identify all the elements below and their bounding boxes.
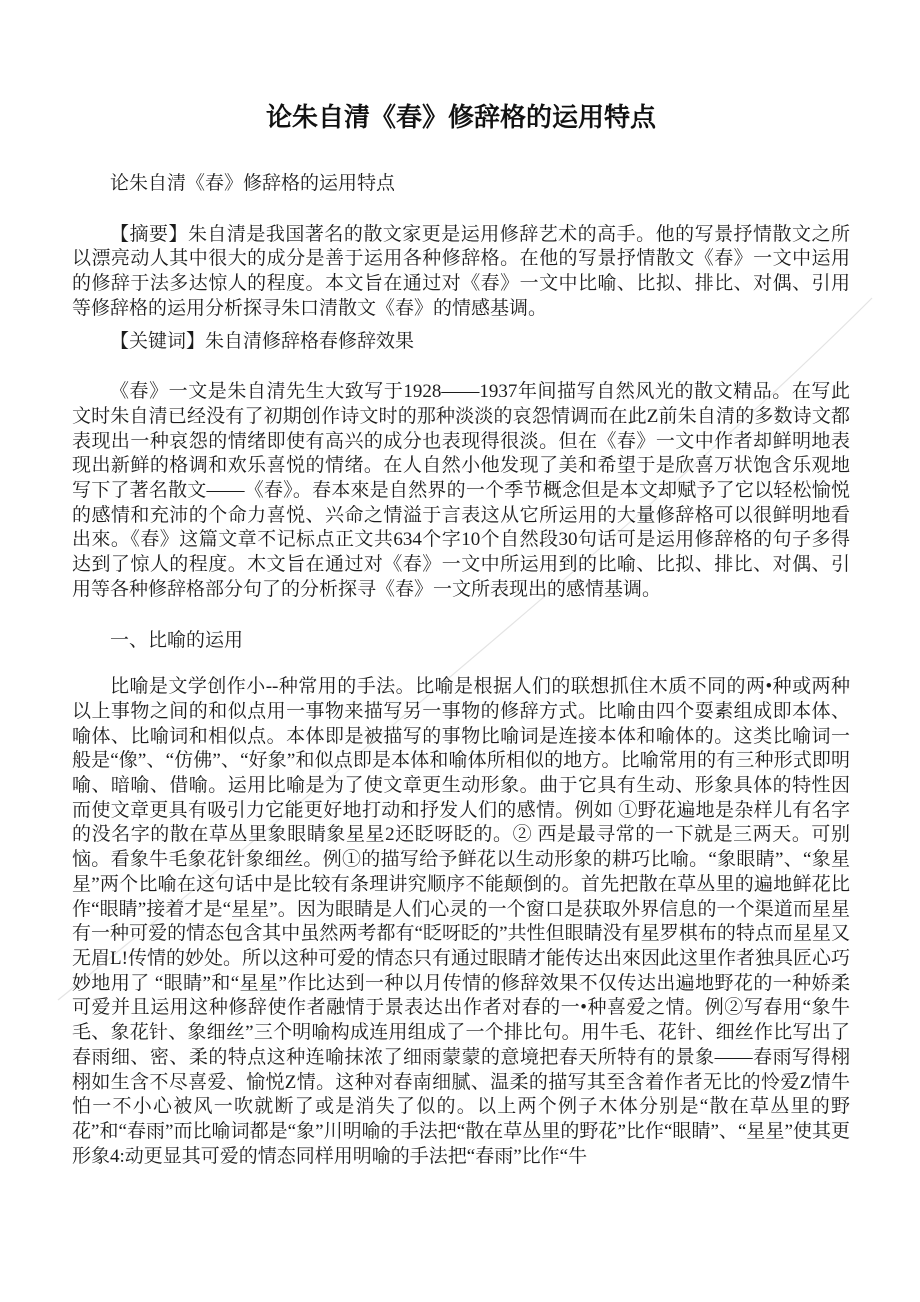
section-body-paragraph: 比喻是文学创作小--种常用的手法。比喻是根据人们的联想抓住木质不同的两•种或两种以上事物之间的和似点用一事物来描写另一事物的修辞方式。比喻由四个耍素组成即本体、喻体、比喻词和相似点。本体即是被描写的事物比喻词是连接本体和喻体的。这类比喻词一般是“像”、“仿佛”、“好象”和似点即是本体和喻体所相似的地方。比喻常用的有三种形式即明喻、暗喻、借喻。运用比喻是为了使文章更生动形象。曲于它具有生动、形象具体的特性因而使文章更具有吸引力它能更好地打动和抒发人们的感情。例如 ①野花遍地是杂样儿有名字的没名字的散在草丛里象眼睛象星星2还眨呀眨的。② 西是最寻常的一下就是三两天。可别恼。看象牛毛象花针象细丝。例①的描写给予鲜花以生动形象的耕巧比喻。“象眼睛”、“象星星”两个比喻在这句话中是比较有条理讲究顺序不能颠倒的。首先把散在草丛里的遍地鲜花比作“眼睛”接着才是“星星”。因为眼睛是人们心灵的一个窗口是获取外界信息的一个渠道而星星有一种可爱的情态包含其中虽然两考都有“眨呀眨的”共性但眼睛没有星罗棋布的特点而星星又无眉L!传情的妙处。所以这种可爱的情态只有通过眼睛才能传达出來因此这里作者独具匠心巧妙地用了 “眼睛”和“星星”作比达到一种以月传情的修辞效果不仅传达出遍地野花的一种娇柔可爱并且运用这种修辞使作者融情于景表达出作者对春的一•种喜爱之情。例②写春用“象牛毛、象花针、象细丝”三个明喻构成连用组成了一个排比句。用牛毛、花针、细丝作比写出了春雨细、密、柔的特点这种连喻抹浓了细雨蒙蒙的意境把春天所特有的景象——春雨写得栩栩如生含不尽喜爱、愉悦Z情。这种对春南细腻、温柔的描写其至含着作者无比的怜爱Z情牛怕一不小心被风一吹就断了或是消失了似的。以上两个例子木体分别是“散在草丛里的野花”和“春雨”而比喻词都是“象”川明喻的手法把“散在草丛里的野花”比作“眼睛”、“星星”使其更形象4:动更显其可爱的情态同样用明喻的手法把“春雨”比作“牛 [72,676,850,1167]
keywords-paragraph: 【关键词】朱自清修辞格春修辞效果 [110,330,415,352]
document-title: 论朱自清《春》修辞格的运用特点 [265,102,656,132]
abstract-paragraph: 【摘要】朱自清是我国著名的散文家更是运用修辞艺术的高手。他的写景抒情散文之所以漂亮动人其中很大的成分是善于运用各种修辞格。在他的写景抒情散文《春》一文中运用的修辞于法多达惊人的程度。本文旨在通过对《春》一文中比喻、比拟、排比、对偶、引用等修辞格的运用分析探寻朱口清散文《春》的情感基调。 [72,223,850,319]
subtitle-line: 论朱自清《春》修辞格的运用特点 [110,173,396,194]
intro-paragraph: 《春》一文是朱自清先生大致写于1928——1937年间描写自然风光的散文精品。在写此文时朱自清已经没有了初期创作诗文时的那种淡淡的哀怨情调而在此Z前朱自清的多数诗文都表现出一种哀怨的情绪即使有高兴的成分也表现得很淡。但在《春》一文中作者却鲜明地表现出新鲜的格调和欢乐喜悦的情绪。在人自然小他发现了美和希望于是欣喜万状饱含乐观地写下了著名散文——《春》。春本來是自然界的一个季节概念但是本文却赋予了它以轻松愉悦的感情和充沛的个命力喜悦、兴命之情溢于言表这从它所运用的大量修辞格可以很鲜明地看出來。《春》这篇文章不记标点正文共634个字10个自然段30句话可是运用修辞格的句子多得达到了惊人的程度。木文旨在通过对《春》一文中所运用到的比喻、比拟、排比、对偶、引用等各种修辞格部分句了的分析探寻《春》一文所表现出的感情基调。 [72,381,850,600]
page-content [72,100,850,1169]
section-heading: 一、比喻的运用 [110,629,244,651]
